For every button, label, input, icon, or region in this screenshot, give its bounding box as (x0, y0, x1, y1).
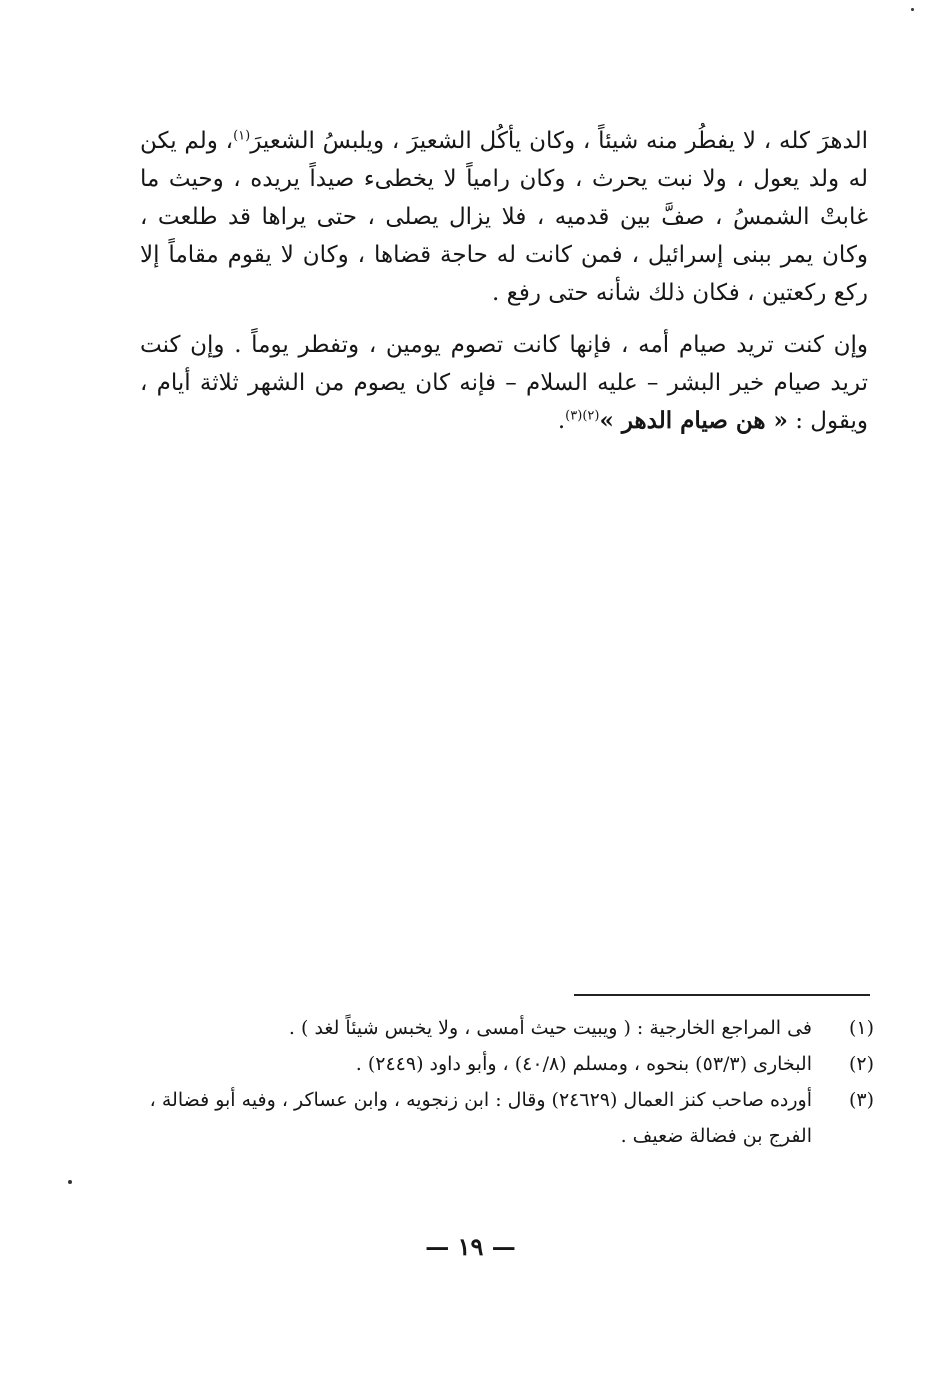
page-number: — ١٩ — (425, 1232, 516, 1261)
main-text (140, 122, 868, 440)
footnote-text: أورده صاحب كنز العمال (٢٤٦٢٩) وقال : ابن زنجويه ، وابن عساكر ، وفيه أبو فضالة ، الفرج بن فضالة ضعيف . (149, 1089, 812, 1147)
footnote-1 (140, 1010, 874, 1046)
paragraph-1-text-b: ، ولم يكن له ولد يعول ، ولا نبت يحرث ، وكان رامياً لا يخطىء صيداً يريده ، وحيث ما غابتْ الشمسُ ، صفَّ بين قدميه ، فلا يزال يصلى ، حتى يراها قد طلعت ، وكان يمر ببنى إسرائيل ، فمن كانت له حاجة قضاها ، وكان لا يقوم مقاماً إلا ركع ركعتين ، فكان ذلك شأنه حتى رفع . (140, 128, 868, 306)
paragraph-2-text-a: وإن كنت تريد صيام أمه ، فإنها كانت تصوم يومين ، وتفطر يوماً . وإن كنت تريد صيام خير البشر – عليه السلام – فإنه كان يصوم من الشهر ثلاثة أيام ، ويقول : (140, 332, 868, 434)
footnote-number: (١) (848, 1017, 874, 1039)
footnote-separator (574, 994, 870, 996)
footnote-3 (140, 1082, 874, 1154)
footnote-2 (140, 1046, 874, 1082)
paragraph-1 (140, 122, 868, 312)
footnote-text: البخارى (٥٣/٣) بنحوه ، ومسلم (٤٠/٨) ، وأبو داود (٢٤٤٩) . (355, 1053, 812, 1075)
hadith-quote: « هن صيام الدهر » (599, 407, 788, 434)
footnotes (140, 1010, 874, 1154)
footnote-number: (٢) (848, 1053, 874, 1075)
footnote-marker-3: (٣) (565, 408, 583, 424)
paragraph-1-text-a: الدهرَ كله ، لا يفطُر منه شيئاً ، وكان يأكُل الشعيرَ ، ويلبسُ الشعيرَ (250, 128, 868, 154)
footnote-number: (٣) (848, 1089, 874, 1111)
footnote-text: فى المراجع الخارجية : ( ويبيت حيث أمسى ، ولا يخبس شيئاً لغد ) . (288, 1017, 812, 1039)
footnote-marker-2: (٢) (582, 408, 600, 424)
scan-speck (68, 1180, 72, 1184)
footnote-marker-1: (١) (233, 128, 251, 144)
paragraph-2-text-b: . (557, 408, 566, 434)
paragraph-2 (140, 326, 868, 440)
scan-speck (911, 8, 914, 11)
